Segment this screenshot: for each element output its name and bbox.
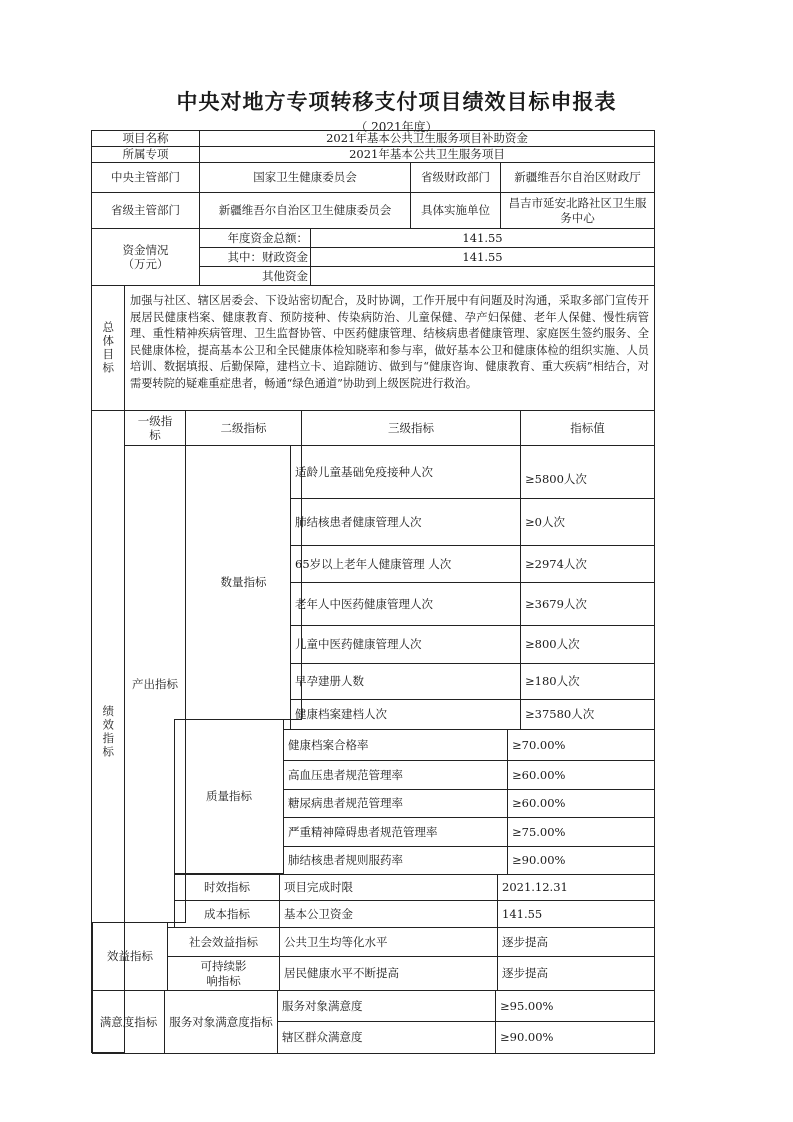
quantity-row-value: ≥0人次 [520, 498, 655, 546]
project-name-label: 项目名称 [91, 130, 200, 147]
header-level3: 三级指标 [301, 410, 521, 446]
prov-finance-value: 新疆维吾尔自治区财政厅 [500, 162, 655, 193]
funds-fiscal-label: 其中：财政资金 [199, 247, 311, 267]
cost-indicator-label: 成本指标 [174, 900, 280, 928]
sat-row-name: 辖区群众满意度 [277, 1021, 496, 1054]
quantity-row-value: ≥2974人次 [520, 545, 655, 583]
social-row-value: 逐步提高 [497, 927, 655, 957]
cost-row-name: 基本公卫资金 [279, 900, 498, 928]
quality-row-value: ≥60.00% [507, 789, 655, 818]
social-indicator-label: 社会效益指标 [167, 927, 280, 957]
quantity-row-name: 65岁以上老年人健康管理 人次 [290, 545, 521, 583]
project-name-value: 2021年基本公共卫生服务项目补助资金 [199, 130, 655, 147]
time-row-name: 项目完成时限 [279, 874, 498, 901]
quantity-row-value: ≥3679人次 [520, 582, 655, 626]
quality-row-name: 严重精神障碍患者规范管理率 [283, 817, 508, 847]
impl-unit-label: 具体实施单位 [410, 192, 501, 229]
special-value: 2021年基本公共卫生服务项目 [199, 146, 655, 163]
quality-row-name: 高血压患者规范管理率 [283, 760, 508, 790]
sustain-row-name: 居民健康水平不断提高 [279, 956, 498, 991]
quantity-row-name: 健康档案建档人次 [290, 699, 521, 730]
funds-total-label: 年度资金总额： [199, 228, 311, 248]
sat-row-value: ≥90.00% [495, 1021, 655, 1054]
prov-dept-label: 省级主管部门 [91, 192, 200, 229]
header-level2: 二级指标 [185, 410, 302, 446]
quality-row-name: 糖尿病患者规范管理率 [283, 789, 508, 818]
sustain-row-value: 逐步提高 [497, 956, 655, 991]
special-label: 所属专项 [91, 146, 200, 163]
quality-indicator-label: 质量指标 [174, 719, 284, 874]
time-row-value: 2021.12.31 [497, 874, 655, 901]
quality-row-name: 健康档案合格率 [283, 729, 508, 761]
output-indicator-label: 产出指标 [124, 445, 186, 923]
funds-other-value [310, 266, 655, 286]
perf-label: 绩效指标 [91, 410, 125, 1053]
year-label: （ 2021年度） [355, 120, 438, 134]
quality-row-value: ≥60.00% [507, 760, 655, 790]
quantity-row-name: 适龄儿童基础免疫接种人次 [290, 445, 521, 499]
quality-row-name: 肺结核患者规则服药率 [283, 846, 508, 875]
quantity-row-value: ≥180人次 [520, 663, 655, 700]
header-value: 指标值 [520, 410, 655, 446]
prov-dept-value: 新疆维吾尔自治区卫生健康委员会 [199, 192, 411, 229]
social-row-name: 公共卫生均等化水平 [279, 927, 498, 957]
quantity-row-name: 肺结核患者健康管理人次 [290, 498, 521, 546]
quantity-row-value: ≥37580人次 [520, 699, 655, 730]
quantity-row-value: ≥800人次 [520, 625, 655, 664]
quality-row-value: ≥75.00% [507, 817, 655, 847]
central-dept-value: 国家卫生健康委员会 [199, 162, 411, 193]
quantity-indicator-label: 数量指标 [185, 445, 302, 720]
quality-row-value: ≥90.00% [507, 846, 655, 875]
goal-text: 加强与社区、辖区居委会、下设站密切配合，及时协调，工作开展中有问题及时沟通，采取多部门宣传开展居民健康档案、健康教育、预防接种、传染病防治、儿童保健、孕产妇保健、老年人保健、慢性病管理、重性精神疾病管理、卫生监督协管、中医药健康管理、结核病患者健康管理、家庭医生签约服务、全民健康体检，提高基本公卫和全民健康体检知晓率和参与率，做好基本公卫和健康体检的组织实施、人员培训、数据填报、后勤保障，建档立卡、追踪随访、做到与“健康咨询、健康教育、重大疾病”相结合，对需要转院的疑难重症患者，畅通“绿色通道”协助到上级医院进行救治。 [124, 285, 655, 411]
cost-row-value: 141.55 [497, 900, 655, 928]
funds-label: 资金情况（万元） [91, 228, 200, 286]
funds-fiscal-value: 141.55 [310, 247, 655, 267]
prov-finance-label: 省级财政部门 [410, 162, 501, 193]
service-satisfaction-label: 服务对象满意度指标 [164, 990, 278, 1054]
quantity-row-value: ≥5800人次 [520, 445, 655, 499]
quantity-row-name: 老年人中医药健康管理人次 [290, 582, 521, 626]
benefit-indicator-label: 效益指标 [92, 922, 168, 991]
goal-label: 总体目标 [91, 285, 125, 411]
sustain-indicator-label: 可持续影响指标 [167, 956, 280, 991]
satisfaction-indicator-label: 满意度指标 [92, 990, 165, 1054]
quantity-row-name: 早孕建册人数 [290, 663, 521, 700]
impl-unit-value: 昌吉市延安北路社区卫生服务中心 [500, 192, 655, 229]
funds-other-label: 其他资金 [199, 266, 311, 286]
time-indicator-label: 时效指标 [174, 874, 280, 901]
page-title: 中央对地方专项转移支付项目绩效目标申报表 [176, 89, 617, 114]
sat-row-value: ≥95.00% [495, 990, 655, 1022]
sat-row-name: 服务对象满意度 [277, 990, 496, 1022]
funds-total-value: 141.55 [310, 228, 655, 248]
central-dept-label: 中央主管部门 [91, 162, 200, 193]
header-level1: 一级指标 [124, 410, 186, 446]
quantity-row-name: 儿童中医药健康管理人次 [290, 625, 521, 664]
quality-row-value: ≥70.00% [507, 729, 655, 761]
